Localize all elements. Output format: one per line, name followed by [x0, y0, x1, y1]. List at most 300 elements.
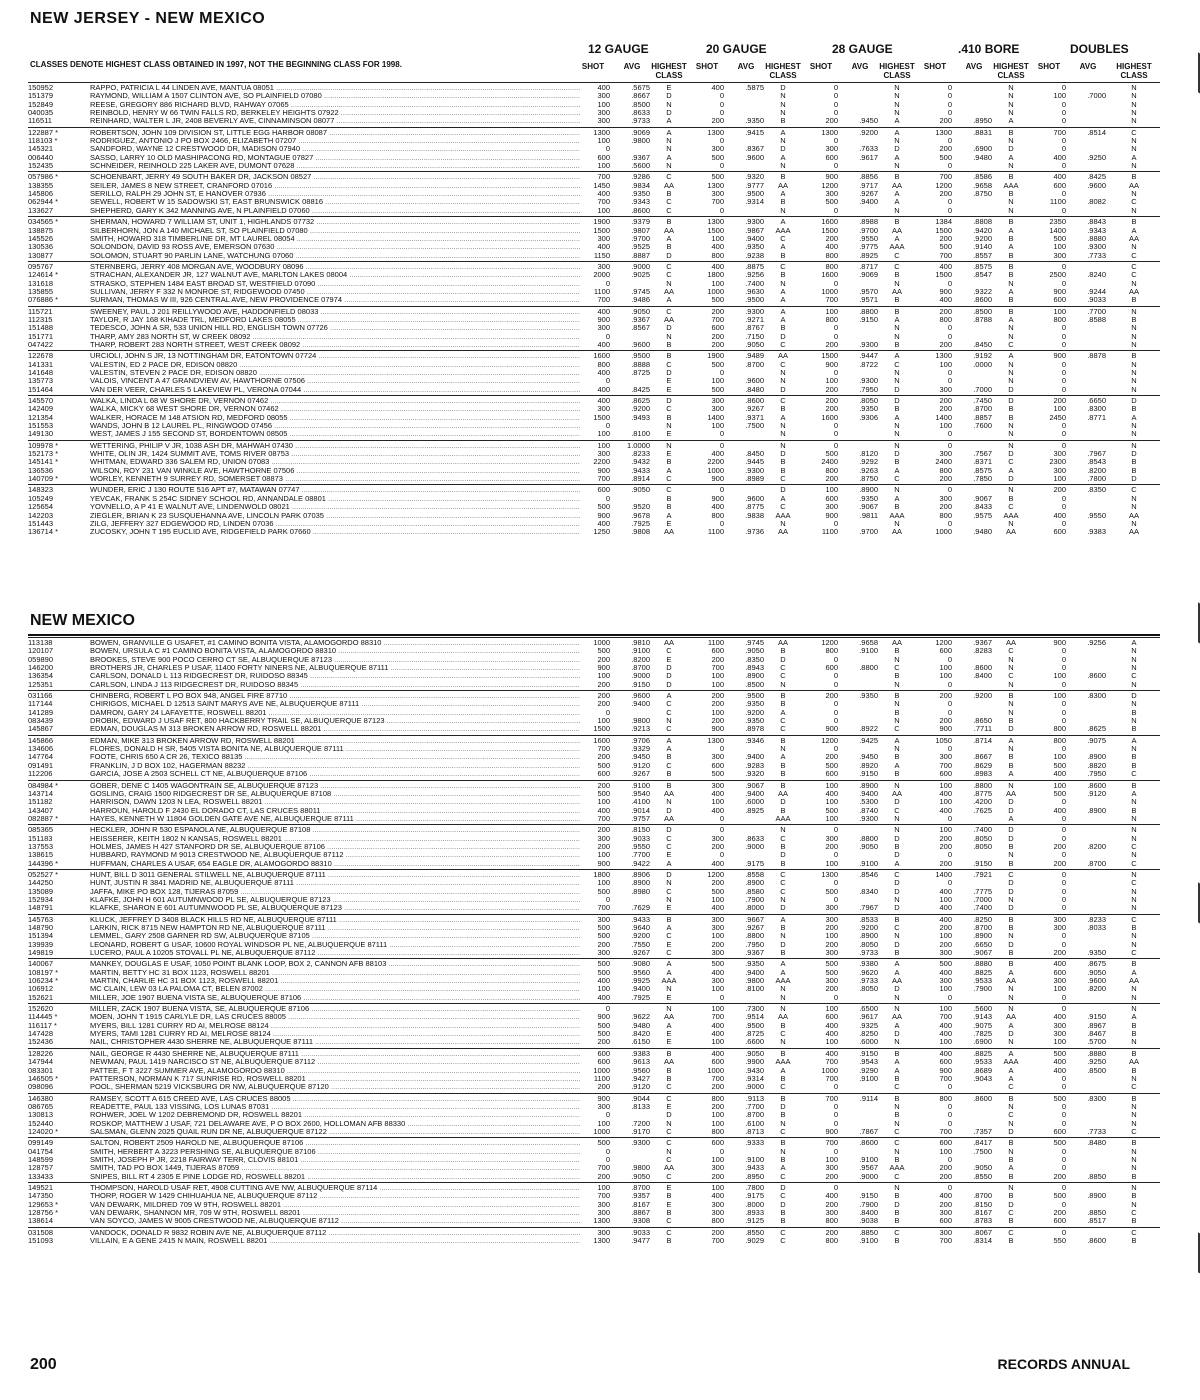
cell-shot: 200	[825, 384, 838, 394]
cell-class: B	[894, 270, 900, 280]
cell-class: N	[1008, 1146, 1014, 1156]
cell-shot: 400	[939, 967, 952, 977]
member-id: 041754	[28, 1146, 54, 1156]
cell-avg: .9250	[1087, 152, 1106, 162]
cell-shot: 500	[597, 1029, 610, 1039]
cell-shot: 300	[597, 1208, 610, 1217]
row-group	[28, 261, 1160, 306]
cell-avg: .9350	[745, 116, 764, 126]
cell-shot: 500	[1053, 1048, 1066, 1058]
cell-class: N	[1131, 91, 1137, 101]
cell-shot: 1500	[821, 351, 838, 361]
cell-avg: .9500	[745, 295, 764, 305]
cell-class: N	[1131, 654, 1137, 664]
member-name-address: LEMMEL, GARY 2508 GARNER RD SW, ALBUQUERQUE 87105 .....	[90, 932, 580, 940]
cell-shot: 0	[1061, 869, 1066, 879]
cell-avg: .9745	[745, 638, 764, 647]
member-id: 142203	[28, 510, 54, 520]
cell-avg: .9050	[745, 646, 764, 656]
member-id: 040035	[28, 108, 54, 118]
cell-shot: 550	[1053, 1236, 1066, 1246]
cell-class: C	[780, 716, 786, 726]
cell-avg: .9308	[631, 1216, 650, 1226]
cell-class: D	[666, 108, 672, 118]
cell-shot: 100	[597, 136, 610, 146]
cell-avg: .8880	[1087, 233, 1106, 243]
cell-shot: 200	[939, 833, 952, 843]
cell-class: N	[780, 440, 786, 450]
table-row	[28, 1148, 1160, 1156]
cell-class: N	[1008, 331, 1014, 341]
cell-avg: .9175	[745, 858, 764, 868]
member-name-address: LARKIN, RICK 8715 NEW HAMPTON RD NE, ALBUQUERQUE 87111 .....	[90, 924, 580, 932]
cell-shot: 300	[825, 1163, 838, 1173]
cell-class: N	[894, 825, 900, 835]
cell-class: N	[666, 894, 672, 904]
member-id: 124614 *	[28, 270, 59, 280]
cell-class: B	[1008, 217, 1014, 227]
cell-class: B	[1131, 1216, 1137, 1226]
cell-class: C	[666, 474, 672, 484]
cell-class: A	[894, 1065, 900, 1075]
cell-shot: 700	[711, 1012, 724, 1022]
cell-shot: 0	[1061, 744, 1066, 754]
cell-shot: 0	[1061, 1199, 1066, 1209]
cell-shot: 600	[597, 485, 610, 495]
cell-class: B	[666, 242, 672, 252]
cell-avg: .9400	[631, 699, 650, 709]
cell-class: A	[666, 152, 672, 162]
member-id: 084984 *	[28, 780, 59, 790]
cell-class: N	[780, 376, 786, 386]
cell-class: N	[1008, 654, 1014, 664]
member-id: 099149	[28, 1138, 54, 1148]
cell-shot: 400	[825, 1191, 838, 1201]
cell-class: AA	[777, 527, 788, 537]
cell-shot: 400	[939, 903, 952, 913]
cell-avg: .8420	[631, 1029, 650, 1039]
cell-avg: .8050	[973, 841, 992, 851]
cell-avg: .8600	[745, 396, 764, 406]
cell-avg: .9300	[859, 813, 878, 823]
cell-class: N	[894, 205, 900, 215]
cell-shot: 100	[825, 306, 838, 316]
cell-avg: .9350	[1087, 948, 1106, 958]
cell-class: D	[1008, 144, 1014, 154]
cell-shot: 100	[1053, 306, 1066, 316]
cell-class: A	[894, 116, 900, 126]
cell-shot: 700	[597, 197, 610, 207]
cell-shot: 500	[597, 788, 610, 798]
cell-class: N	[894, 931, 900, 941]
cell-shot: 100	[711, 1182, 724, 1192]
cell-class: N	[1131, 1146, 1137, 1156]
cell-class: N	[1131, 331, 1137, 341]
cell-avg: .8667	[973, 752, 992, 762]
cell-shot: 0	[947, 99, 952, 109]
cell-shot: 400	[711, 858, 724, 868]
cell-avg: .9343	[1087, 225, 1106, 235]
cell-class: N	[1131, 939, 1137, 949]
cell-shot: 1900	[593, 217, 610, 227]
cell-shot: 600	[825, 493, 838, 503]
cell-avg: .9567	[859, 1163, 878, 1173]
cell-class: B	[780, 646, 786, 656]
cell-class: AA	[1128, 180, 1139, 190]
cell-class: B	[1008, 1236, 1014, 1246]
cell-avg: .8350	[745, 654, 764, 664]
cell-shot: 0	[947, 91, 952, 101]
cell-avg: .8717	[859, 261, 878, 271]
cell-class: B	[666, 493, 672, 503]
cell-avg: .9575	[973, 510, 992, 520]
cell-class: B	[1131, 314, 1137, 324]
cell-shot: 500	[711, 172, 724, 182]
cell-class: D	[780, 1199, 786, 1209]
cell-avg: .9300	[859, 339, 878, 349]
cell-class: D	[1008, 903, 1014, 913]
cell-class: N	[780, 136, 786, 146]
cell-avg: .9213	[631, 724, 650, 734]
cell-avg: .8550	[973, 1171, 992, 1181]
cell-shot: 500	[597, 967, 610, 977]
cell-shot: 100	[711, 1004, 724, 1014]
cell-shot: 0	[947, 679, 952, 689]
row-group	[28, 1137, 1160, 1182]
cell-avg: .9600	[745, 376, 764, 386]
cell-class: B	[894, 1154, 900, 1164]
cell-avg: .8543	[1087, 457, 1106, 467]
cell-class: AA	[777, 1012, 788, 1022]
cell-avg: .9777	[745, 180, 764, 190]
cell-shot: 0	[1061, 376, 1066, 386]
cell-avg: .9613	[631, 1057, 650, 1067]
cell-avg: .9000	[745, 841, 764, 851]
cell-class: N	[1131, 1163, 1137, 1173]
cell-shot: 400	[711, 502, 724, 512]
cell-class: C	[1131, 1082, 1137, 1092]
cell-shot: 1100	[1049, 197, 1066, 207]
cell-avg: .9533	[973, 976, 992, 986]
table-row	[28, 692, 1160, 700]
table-row	[28, 369, 1160, 377]
cell-shot: 0	[947, 1118, 952, 1128]
member-name-address: ZIEGLER, BRIAN K 23 SUSQUEHANNA AVE, LINCOLN PARK 07035 .....	[90, 512, 580, 520]
member-name-address: NAIL, CHRISTOPHER 4430 SHERRE NE, ALBUQUERQUE 87111 .....	[90, 1038, 580, 1046]
cell-class: A	[1008, 116, 1014, 126]
cell-shot: 800	[939, 465, 952, 475]
member-name-address: SNIPES, BILL RT 4 2305 E PINE LODGE RD, ROSWELL 88201 .....	[90, 1173, 580, 1181]
member-name-address: NEWMAN, PAUL 1419 NARCISCO ST NE, ALBUQUERQUE 87112 .....	[90, 1058, 580, 1066]
cell-avg: .8233	[1087, 914, 1106, 924]
member-name-address: SMITH, JOSEPH P JR, 2218 FAIRWAY TERR, CLOVIS 88101 .....	[90, 1156, 580, 1164]
cell-avg: .8417	[973, 1138, 992, 1148]
cell-class: D	[894, 797, 900, 807]
cell-shot: 100	[939, 780, 952, 790]
cell-avg: .9925	[631, 976, 650, 986]
member-name-address: SHERMAN, HOWARD 7 WILLIAM ST, UNIT 1, HIGHLANDS 07732 .....	[90, 218, 580, 226]
cell-class: D	[894, 384, 900, 394]
member-name-address: JAFFA, MIKE PO BOX 128, TIJERAS 87059 .....	[90, 888, 580, 896]
cell-shot: 200	[597, 1037, 610, 1047]
cell-shot: 0	[1061, 116, 1066, 126]
cell-shot: 200	[825, 752, 838, 762]
member-name-address: RODRIGUEZ, ANTONIO J PO BOX 2466, ELIZABETH 07207 .....	[90, 137, 580, 145]
cell-shot: 0	[719, 440, 724, 450]
cell-class: B	[780, 699, 786, 709]
cell-class: N	[1131, 440, 1137, 450]
cell-shot: 800	[939, 1093, 952, 1103]
cell-shot: 700	[1053, 127, 1066, 137]
cell-class: N	[1008, 278, 1014, 288]
cell-avg: .7400	[745, 278, 764, 288]
cell-shot: 600	[1053, 1126, 1066, 1136]
cell-shot: 500	[711, 769, 724, 779]
cell-class: AA	[1005, 527, 1016, 537]
cell-shot: 300	[711, 1163, 724, 1173]
cell-class: D	[1008, 396, 1014, 406]
cell-shot: 300	[711, 144, 724, 154]
table-row	[28, 386, 1160, 394]
cell-class: AA	[1128, 976, 1139, 986]
cell-shot: 0	[947, 1110, 952, 1120]
member-id: 144250	[28, 878, 54, 888]
cell-class: N	[1131, 850, 1137, 860]
cell-class: N	[780, 1118, 786, 1128]
cell-shot: 300	[597, 1101, 610, 1111]
member-name-address: GARCIA, JOSE A 2503 SCHELL CT NE, ALBUQUERQUE 87106 .....	[90, 770, 580, 778]
cell-shot: 100	[711, 1110, 724, 1120]
cell-avg: .8340	[859, 886, 878, 896]
cell-class: C	[666, 1154, 672, 1164]
cell-avg: .8850	[1087, 1171, 1106, 1181]
cell-shot: 900	[1053, 638, 1066, 647]
cell-avg: .8967	[1087, 1020, 1106, 1030]
cell-shot: 100	[1053, 91, 1066, 101]
cell-shot: 0	[1061, 161, 1066, 171]
cell-shot: 100	[1053, 474, 1066, 484]
cell-shot: 400	[939, 261, 952, 271]
member-id: 138875	[28, 225, 54, 235]
cell-class: B	[894, 502, 900, 512]
cell-class: A	[666, 295, 672, 305]
cell-shot: 0	[833, 518, 838, 528]
cell-class: N	[780, 429, 786, 439]
cell-shot: 700	[597, 903, 610, 913]
cell-shot: 0	[1061, 1082, 1066, 1092]
cell-avg: .9067	[973, 948, 992, 958]
member-name-address: HEISSERER, KEITH 1802 N KANSAS, ROSWELL 88201 .....	[90, 835, 580, 843]
cell-avg: .8843	[1087, 217, 1106, 227]
cell-avg: .9300	[631, 1138, 650, 1148]
cell-shot: 400	[939, 788, 952, 798]
row-group	[28, 484, 1160, 537]
cell-shot: 100	[939, 797, 952, 807]
cell-shot: 200	[711, 331, 724, 341]
cell-class: N	[666, 278, 672, 288]
cell-avg: .7567	[973, 449, 992, 459]
cell-shot: 300	[711, 1208, 724, 1217]
cell-avg: .9600	[745, 152, 764, 162]
cell-shot: 1100	[593, 286, 610, 296]
cell-avg: .9150	[1087, 1012, 1106, 1022]
cell-shot: 600	[1053, 1216, 1066, 1226]
cell-shot: 700	[597, 744, 610, 754]
member-name-address: STRACHAN, ALEXANDER JR, 127 WALNUT AVE, MARLTON LAKES 08004 .....	[90, 271, 580, 279]
cell-avg: .9367	[745, 948, 764, 958]
cell-shot: 1300	[707, 217, 724, 227]
cell-shot: 300	[597, 1227, 610, 1237]
cell-class: B	[1131, 1048, 1137, 1058]
cell-shot: 1300	[707, 735, 724, 745]
cell-avg: .7700	[1087, 306, 1106, 316]
cell-shot: 400	[597, 976, 610, 986]
cell-avg: .9300	[745, 306, 764, 316]
cell-avg: .8567	[631, 323, 650, 333]
row-group	[28, 127, 1160, 172]
cell-class: D	[1008, 797, 1014, 807]
cell-class: C	[666, 1227, 672, 1237]
cell-shot: 0	[719, 744, 724, 754]
member-name-address: CHINBERG, ROBERT L PO BOX 948, ANGEL FIRE 87710 .....	[90, 692, 580, 700]
cell-shot: 900	[597, 510, 610, 520]
member-name-address: VALOIS, VINCENT A 47 GRANDVIEW AV, HAWTHORNE 07506 .....	[90, 377, 580, 385]
cell-shot: 700	[711, 663, 724, 673]
cell-class: A	[780, 707, 786, 717]
cell-shot: 800	[711, 510, 724, 520]
cell-class: C	[1131, 1126, 1137, 1136]
cell-shot: 800	[939, 314, 952, 324]
cell-shot: 800	[939, 510, 952, 520]
cell-avg: .9867	[745, 225, 764, 235]
cell-shot: 900	[825, 359, 838, 369]
member-name-address: SOLOMON, STUART 90 PARLIN LANE, WATCHUNG 07060 .....	[90, 252, 580, 260]
cell-shot: 300	[939, 384, 952, 394]
cell-avg: .9838	[745, 510, 764, 520]
cell-class: N	[894, 485, 900, 495]
cell-class: B	[780, 691, 786, 701]
member-name-address: VAN DER VEER, CHARLES 5 LAKEVIEW PL, VERONA 07044 .....	[90, 386, 580, 394]
cell-class: N	[1008, 421, 1014, 431]
cell-avg: .5600	[631, 161, 650, 171]
cell-avg: .9383	[631, 1048, 650, 1058]
cell-shot: 0	[833, 699, 838, 709]
cell-shot: 200	[825, 939, 838, 949]
member-name-address: MOEN, JOHN T 1915 CARLYLE DR, LAS CRUCES 88005 .....	[90, 1013, 580, 1021]
cell-class: D	[780, 797, 786, 807]
cell-shot: 0	[947, 323, 952, 333]
cell-avg: .9000	[631, 261, 650, 271]
member-name-address: SALSMAN, GLENN 2025 QUAIL RUN DR NE, ALBUQUERQUE 87122 .....	[90, 1128, 580, 1136]
cell-class: B	[1008, 760, 1014, 770]
cell-class: AA	[663, 527, 674, 537]
member-id: 150952	[28, 83, 54, 92]
cell-class: N	[1131, 384, 1137, 394]
cell-shot: 400	[711, 242, 724, 252]
cell-class: AA	[1128, 233, 1139, 243]
member-name-address: TEDESCO, JOHN A SR, 533 UNION HILL RD, ENGLISH TOWN 07726 .....	[90, 324, 580, 332]
member-name-address: SOLONDON, DAVID 93 ROSS AVE, EMERSON 07630 .....	[90, 243, 580, 251]
cell-avg: .9075	[973, 1020, 992, 1030]
cell-shot: 700	[597, 1191, 610, 1201]
member-name-address: YEVCAK, FRANK S 254C SIDNEY SCHOOL RD, ANNANDALE 08801 .....	[90, 495, 580, 503]
cell-class: AAA	[889, 242, 905, 252]
cell-shot: 500	[597, 931, 610, 941]
cell-shot: 0	[1061, 813, 1066, 823]
cell-class: A	[1008, 1065, 1014, 1075]
cell-class: A	[1008, 967, 1014, 977]
cell-shot: 1500	[935, 270, 952, 280]
cell-class: A	[1008, 735, 1014, 745]
cell-class: B	[894, 1216, 900, 1226]
cell-avg: .9200	[859, 127, 878, 137]
row-group	[28, 1048, 1160, 1093]
cell-class: B	[1008, 261, 1014, 271]
cell-class: N	[1131, 108, 1137, 118]
cell-class: N	[1131, 493, 1137, 503]
cell-avg: .9350	[745, 699, 764, 709]
member-id: 136354	[28, 671, 54, 681]
member-id: 133627	[28, 205, 54, 215]
table-row	[28, 475, 1160, 483]
cell-class: C	[666, 699, 672, 709]
cell-class: B	[894, 339, 900, 349]
cell-shot: 0	[833, 429, 838, 439]
cell-shot: 2200	[707, 457, 724, 467]
cell-shot: 100	[825, 780, 838, 790]
cell-shot: 0	[833, 654, 838, 664]
cell-shot: 300	[825, 189, 838, 199]
cell-avg: .9800	[631, 136, 650, 146]
cell-shot: 0	[833, 161, 838, 171]
cell-class: AA	[663, 788, 674, 798]
cell-avg: .8050	[859, 984, 878, 994]
cell-class: D	[666, 663, 672, 673]
cell-shot: 0	[1061, 1101, 1066, 1111]
member-name-address: FLORES, DONALD H SR, 5405 VISTA BONITA NE, ALBUQUERQUE 87111 .....	[90, 745, 580, 753]
member-id: 148790	[28, 923, 54, 932]
section-divider	[28, 634, 1160, 636]
cell-avg: .9014	[631, 805, 650, 815]
cell-shot: 200	[939, 339, 952, 349]
table-row	[28, 129, 1160, 137]
cell-shot: 300	[939, 948, 952, 958]
cell-avg: .9430	[745, 1065, 764, 1075]
cell-shot: 500	[825, 760, 838, 770]
cell-shot: 300	[597, 233, 610, 243]
cell-class: C	[780, 1236, 786, 1246]
cell-avg: .8922	[859, 724, 878, 734]
column-header-dbl-shot: SHOT	[1037, 62, 1061, 71]
cell-avg: .8700	[745, 359, 764, 369]
cell-class: D	[780, 384, 786, 394]
cell-shot: 600	[1053, 967, 1066, 977]
cell-class: N	[894, 813, 900, 823]
cell-shot: 300	[825, 833, 838, 843]
cell-avg: .8920	[859, 760, 878, 770]
cell-shot: 300	[597, 833, 610, 843]
cell-shot: 400	[1053, 1065, 1066, 1075]
cell-shot: 300	[825, 903, 838, 913]
table-row	[28, 252, 1160, 260]
cell-shot: 0	[719, 813, 724, 823]
cell-avg: .8783	[973, 1216, 992, 1226]
cell-avg: .9044	[631, 1093, 650, 1103]
cell-shot: 2400	[821, 457, 838, 467]
cell-avg: .8167	[631, 1199, 650, 1209]
cell-shot: 200	[711, 1082, 724, 1092]
cell-class: B	[894, 1048, 900, 1058]
